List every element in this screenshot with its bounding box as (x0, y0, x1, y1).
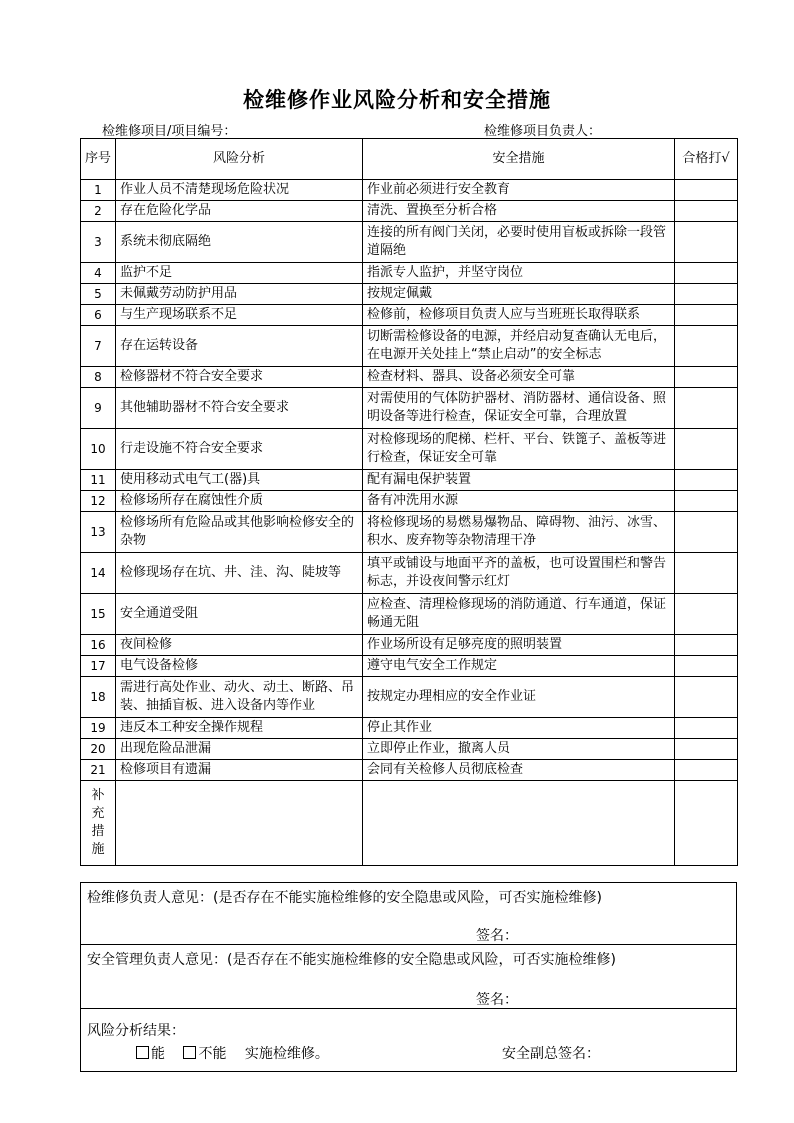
table-row (81, 677, 738, 718)
supplement-label-char: 充 (91, 806, 105, 821)
risk-cell: 行走设施不符合安全要求 (116, 429, 363, 470)
header-index: 序号 (81, 139, 116, 180)
table-row (81, 553, 738, 594)
measure-cell: 检查材料、器具、设备必须安全可靠 (363, 367, 675, 388)
table-row (81, 635, 738, 656)
measure-cell: 作业前必须进行安全教育 (363, 180, 675, 201)
row-index: 10 (81, 429, 116, 470)
cannot-checkbox[interactable] (183, 1046, 196, 1059)
risk-measure-table (80, 138, 738, 866)
project-number-label: 检维修项目/项目编号： (102, 124, 237, 139)
row-index: 19 (81, 718, 116, 739)
cannot-label: 不能 (198, 1046, 227, 1062)
check-cell[interactable] (675, 388, 738, 429)
table-row (81, 388, 738, 429)
table-row (81, 718, 738, 739)
supplement-risk-cell[interactable] (116, 781, 363, 866)
check-cell[interactable] (675, 760, 738, 781)
measure-cell: 遵守电气安全工作规定 (363, 656, 675, 677)
table-row (81, 180, 738, 201)
measure-cell: 立即停止作业，撤离人员 (363, 739, 675, 760)
risk-cell: 检修场所存在腐蚀性介质 (116, 491, 363, 512)
risk-cell: 需进行高处作业、动火、动土、断路、吊装、抽插盲板、进入设备内等作业 (116, 677, 363, 718)
check-cell[interactable] (675, 635, 738, 656)
check-cell[interactable] (675, 739, 738, 760)
supplement-check-cell[interactable] (675, 781, 738, 866)
measure-cell: 对需使用的气体防护器材、消防器材、通信设备、照明设备等进行检查，保证安全可靠，合理放置 (363, 388, 675, 429)
measure-cell: 应检查、清理检修现场的消防通道、行车通道，保证畅通无阻 (363, 594, 675, 635)
supplement-label-char: 措 (91, 824, 105, 839)
measure-cell: 指派专人监护，并坚守岗位 (363, 263, 675, 284)
table-row (81, 305, 738, 326)
table-row (81, 512, 738, 553)
maintenance-leader-opinion-label: 检维修负责人意见：(是否存在不能实施检维修的安全隐患或风险，可否实施检维修) (87, 890, 602, 906)
risk-cell: 出现危险品泄漏 (116, 739, 363, 760)
measure-cell: 配有漏电保护装置 (363, 470, 675, 491)
risk-cell: 与生产现场联系不足 (116, 305, 363, 326)
row-index: 12 (81, 491, 116, 512)
table-row (81, 739, 738, 760)
table-row (81, 760, 738, 781)
risk-cell: 检修现场存在坑、井、洼、沟、陡坡等 (116, 553, 363, 594)
document-title: 检维修作业风险分析和安全措施 (243, 87, 551, 112)
measure-cell: 按规定佩戴 (363, 284, 675, 305)
row-index: 16 (81, 635, 116, 656)
table-row (81, 326, 738, 367)
check-cell[interactable] (675, 491, 738, 512)
risk-cell: 使用移动式电气工(器)具 (116, 470, 363, 491)
check-cell[interactable] (675, 718, 738, 739)
row-index: 13 (81, 512, 116, 553)
row-index: 17 (81, 656, 116, 677)
check-cell[interactable] (675, 512, 738, 553)
action-label: 实施检维修。 (244, 1046, 329, 1062)
maintenance-leader-signature: 签名： (476, 928, 518, 944)
check-cell[interactable] (675, 180, 738, 201)
row-index: 5 (81, 284, 116, 305)
row-index: 4 (81, 263, 116, 284)
row-index: 9 (81, 388, 116, 429)
header-risk-analysis: 风险分析 (116, 139, 363, 180)
check-cell[interactable] (675, 305, 738, 326)
measure-cell: 切断需检修设备的电源，并经启动复查确认无电后，在电源开关处挂上“禁止启动”的安全标志 (363, 326, 675, 367)
safety-vp-signature: 安全副总签名： (502, 1046, 600, 1062)
supplement-label-char: 施 (91, 842, 105, 857)
row-index: 8 (81, 367, 116, 388)
check-cell[interactable] (675, 656, 738, 677)
table-row (81, 470, 738, 491)
measure-cell: 填平或铺设与地面平齐的盖板，也可设置围栏和警告标志，并设夜间警示红灯 (363, 553, 675, 594)
table-row (81, 222, 738, 263)
row-index: 18 (81, 677, 116, 718)
can-label: 能 (151, 1046, 165, 1062)
result-options (136, 1043, 329, 1063)
check-cell[interactable] (675, 553, 738, 594)
safety-manager-signature: 签名： (476, 992, 518, 1008)
measure-cell: 按规定办理相应的安全作业证 (363, 677, 675, 718)
safety-manager-opinion (80, 944, 737, 1009)
supplement-label (81, 781, 116, 866)
table-row (81, 367, 738, 388)
measure-cell: 备有冲洗用水源 (363, 491, 675, 512)
row-index: 7 (81, 326, 116, 367)
maintenance-leader-opinion (80, 882, 737, 945)
table-row (81, 594, 738, 635)
risk-cell: 作业人员不清楚现场危险状况 (116, 180, 363, 201)
measure-cell: 停止其作业 (363, 718, 675, 739)
check-cell[interactable] (675, 470, 738, 491)
risk-cell: 存在危险化学品 (116, 201, 363, 222)
row-index: 21 (81, 760, 116, 781)
risk-cell: 监护不足 (116, 263, 363, 284)
check-cell[interactable] (675, 594, 738, 635)
row-index: 14 (81, 553, 116, 594)
risk-cell: 电气设备检修 (116, 656, 363, 677)
check-cell[interactable] (675, 284, 738, 305)
table-row (81, 263, 738, 284)
table-row (81, 201, 738, 222)
row-index: 11 (81, 470, 116, 491)
check-cell[interactable] (675, 201, 738, 222)
measure-cell: 清洗、置换至分析合格 (363, 201, 675, 222)
header-safety-measure: 安全措施 (363, 139, 675, 180)
check-cell[interactable] (675, 429, 738, 470)
check-cell[interactable] (675, 222, 738, 263)
risk-cell: 系统未彻底隔绝 (116, 222, 363, 263)
measure-cell: 作业场所设有足够亮度的照明装置 (363, 635, 675, 656)
measure-cell: 检修前，检修项目负责人应与当班班长取得联系 (363, 305, 675, 326)
table-row (81, 284, 738, 305)
risk-cell: 检修场所有危险品或其他影响检修安全的杂物 (116, 512, 363, 553)
measure-cell: 对检修现场的爬梯、栏杆、平台、铁篦子、盖板等进行检查，保证安全可靠 (363, 429, 675, 470)
risk-cell: 夜间检修 (116, 635, 363, 656)
risk-cell: 检修项目有遗漏 (116, 760, 363, 781)
measure-cell: 将检修现场的易燃易爆物品、障碍物、油污、冰雪、积水、废弃物等杂物清理干净 (363, 512, 675, 553)
safety-manager-opinion-label: 安全管理负责人意见：(是否存在不能实施检维修的安全隐患或风险，可否实施检维修) (87, 952, 616, 968)
measure-cell: 会同有关检修人员彻底检查 (363, 760, 675, 781)
table-row (81, 656, 738, 677)
project-leader-label: 检维修项目负责人： (484, 124, 602, 139)
risk-result-label: 风险分析结果： (87, 1023, 185, 1039)
check-cell[interactable] (675, 677, 738, 718)
table-header-row (81, 139, 738, 180)
measure-cell: 连接的所有阀门关闭，必要时使用盲板或拆除一段管道隔绝 (363, 222, 675, 263)
row-index: 2 (81, 201, 116, 222)
supplement-row (81, 781, 738, 866)
table-row (81, 429, 738, 470)
check-cell[interactable] (675, 263, 738, 284)
supplement-measure-cell[interactable] (363, 781, 675, 866)
risk-cell: 安全通道受阻 (116, 594, 363, 635)
risk-cell: 其他辅助器材不符合安全要求 (116, 388, 363, 429)
row-index: 15 (81, 594, 116, 635)
row-index: 6 (81, 305, 116, 326)
check-cell[interactable] (675, 367, 738, 388)
row-index: 20 (81, 739, 116, 760)
row-index: 1 (81, 180, 116, 201)
check-cell[interactable] (675, 326, 738, 367)
risk-cell: 存在运转设备 (116, 326, 363, 367)
row-index: 3 (81, 222, 116, 263)
risk-cell: 检修器材不符合安全要求 (116, 367, 363, 388)
table-row (81, 491, 738, 512)
supplement-label-char: 补 (91, 788, 105, 803)
header-pass-check: 合格打√ (675, 139, 738, 180)
risk-cell: 未佩戴劳动防护用品 (116, 284, 363, 305)
risk-cell: 违反本工种安全操作规程 (116, 718, 363, 739)
risk-result-section (80, 1008, 737, 1072)
can-checkbox[interactable] (136, 1046, 149, 1059)
